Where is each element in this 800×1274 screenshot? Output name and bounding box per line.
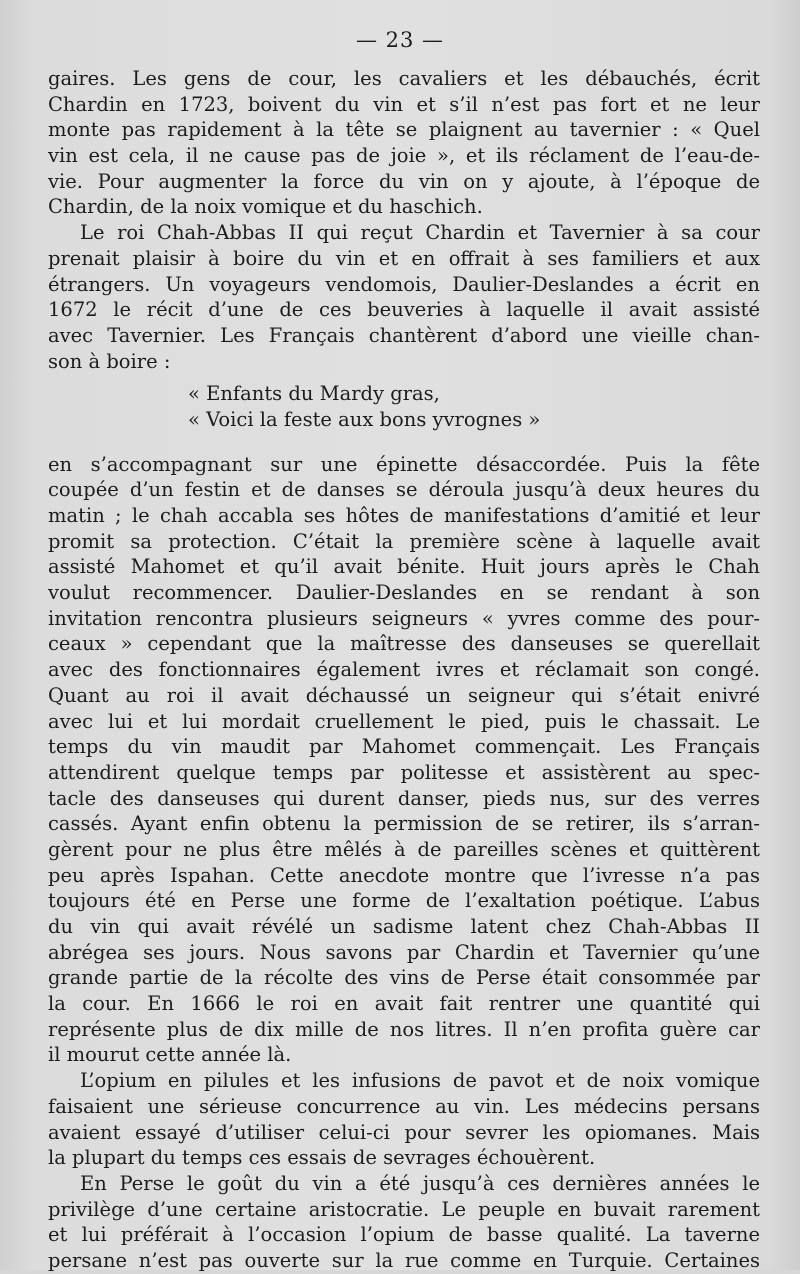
text-line: et lui préférait à l’occasion l’opium de basse qualité. La taverne (48, 1223, 760, 1247)
text-line: matin ; le chah accabla ses hôtes de manifestations d’amitié et leur (48, 504, 760, 527)
paragraphs-after-quote (48, 452, 760, 1274)
text-line: En Perse le goût du vin a été jusqu’à ces dernières années le (80, 1171, 760, 1195)
text-line: avec lui et lui mordait cruellement le pied, puis le chassait. Le (48, 709, 760, 733)
paragraphs-before-quote (48, 66, 760, 374)
text-line: privilège d’une certaine aristocratie. Le peuple en buvait rarement (48, 1197, 760, 1221)
paragraph (48, 1068, 760, 1171)
text-line: du vin qui avait révélé un sadisme latent chez Chah-Abbas II (48, 915, 760, 938)
text-line: assisté Mahomet et qu’il avait bénite. Huit jours après le Chah (48, 555, 760, 579)
text-line: avaient essayé d’utiliser celui-ci pour sevrer les opiomanes. Mais (48, 1120, 760, 1144)
text-line: grande partie de la récolte des vins de Perse était consommée par (48, 966, 760, 990)
quote-line: « Voici la feste aux bons yvrognes » (188, 407, 541, 431)
paragraph (48, 220, 760, 374)
text-line: persane n’est pas ouverte sur la rue comme en Turquie. Certaines (48, 1248, 760, 1272)
page-number: — 23 — (355, 28, 445, 52)
text-line: Chardin en 1723, boivent du vin et s’il n’est pas fort et ne leur (48, 92, 760, 116)
text-line: la cour. En 1666 le roi en avait fait rentrer une quantité qui (48, 992, 760, 1016)
text-line: Quant au roi il avait déchaussé un seigneur qui s’était enivré (48, 683, 760, 707)
text-line: vin est cela, il ne cause pas de joie », et ils réclament de l’eau-de- (48, 144, 760, 168)
text-line: cassés. Ayant enfin obtenu la permission de se retirer, ils s’arran- (48, 812, 760, 836)
text-line: tacle des danseuses qui durent danser, pieds nus, sur des verres (48, 786, 760, 810)
text-line: il mourut cette année là. (48, 1043, 292, 1067)
body-text (48, 66, 760, 1274)
text-line: promit sa protection. C’était la première scène à laquelle avait (48, 529, 760, 553)
paragraph (48, 66, 760, 220)
song-quote (48, 381, 760, 432)
text-line: faisaient une sérieuse concurrence au vin. Les médecins persans (48, 1094, 760, 1118)
text-line: représente plus de dix mille de nos litres. Il n’en profita guère car (48, 1017, 760, 1041)
text-line: 1672 le récit d’une de ces beuveries à laquelle il avait assisté (48, 298, 760, 322)
text-line: la plupart du temps ces essais de sevrages échouèrent. (48, 1146, 596, 1170)
text-line: peu après Ispahan. Cette anecdote montre que l’ivresse n’a pas (48, 863, 760, 887)
text-line: vie. Pour augmenter la force du vin on y ajoute, à l’époque de (48, 169, 760, 193)
text-line: voulut recommencer. Daulier-Deslandes en se rendant à son (48, 581, 760, 605)
text-line: invitation rencontra plusieurs seigneurs « yvres comme des pour- (48, 606, 760, 630)
quote-line: « Enfants du Mardy gras, (188, 382, 440, 406)
text-line: coupée d’un festin et de danses se déroula jusqu’à deux heures du (48, 478, 760, 502)
text-line: son à boire : (48, 349, 171, 373)
text-line: étrangers. Un voyageurs vendomois, Daulier-Deslandes a écrit en (48, 272, 760, 296)
text-line: gèrent pour ne plus être mêlés à de pareilles scènes et quittèrent (48, 837, 760, 861)
text-line: avec des fonctionnaires également ivres et réclamait son congé. (48, 658, 760, 682)
text-line: L’opium en pilules et les infusions de pavot et de noix vomique (80, 1069, 760, 1093)
text-line: ceaux » cependant que la maîtresse des danseuses se querellait (48, 632, 760, 656)
paragraph (48, 1171, 760, 1274)
text-line: abrégea ses jours. Nous savons par Chardin et Tavernier qu’une (48, 940, 760, 964)
paragraph (48, 452, 760, 1069)
text-line: gaires. Les gens de cour, les cavaliers et les débauchés, écrit (48, 67, 760, 90)
text-line: prenait plaisir à boire du vin et en offrait à ses familiers et aux (48, 246, 760, 270)
text-line: toujours été en Perse une forme de l’exaltation poétique. L’abus (48, 889, 760, 913)
text-line: attendirent quelque temps par politesse et assistèrent au spec- (48, 760, 760, 784)
text-line: monte pas rapidement à la tête se plaignent au tavernier : « Quel (48, 118, 760, 142)
text-line: Le roi Chah-Abbas II qui reçut Chardin et Tavernier à sa cour (80, 221, 760, 245)
text-line: temps du vin maudit par Mahomet commençait. Les Français (48, 735, 760, 759)
text-line: Chardin, de la noix vomique et du haschich. (48, 195, 483, 219)
text-line: avec Tavernier. Les Français chantèrent d’abord une vieille chan- (48, 323, 760, 347)
text-line: en s’accompagnant sur une épinette désaccordée. Puis la fête (48, 452, 760, 476)
